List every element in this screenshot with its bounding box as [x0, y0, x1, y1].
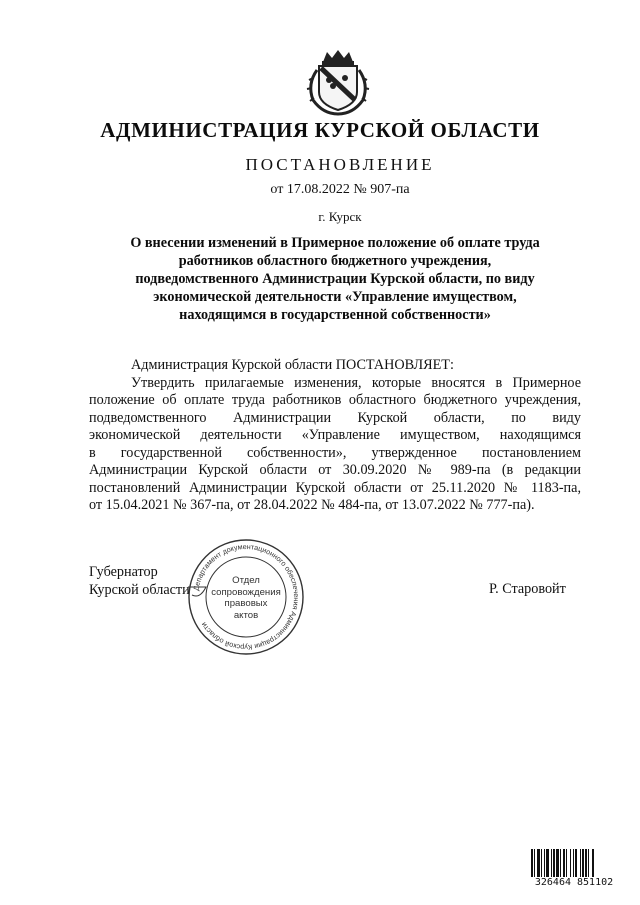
resolution-body — [89, 357, 581, 515]
heading-line: работников областного бюджетного учреждения, — [178, 253, 492, 269]
heading-line: находящимся в государственной собственности» — [179, 307, 491, 323]
document-type: ПОСТАНОВЛЕНИЕ — [245, 155, 435, 174]
document-number: от 17.08.2022 № 907-па — [270, 182, 410, 197]
stamp-line: актов — [233, 609, 259, 621]
document-city: г. Курск — [318, 209, 362, 224]
resolution-heading — [90, 234, 580, 324]
stamp-line: Отдел — [232, 575, 260, 586]
coat-of-arms-icon — [305, 48, 371, 118]
body-line: Администрация Курской области ПОСТАНОВЛЯЕТ: — [131, 357, 454, 373]
stamp-line: сопровождения — [211, 586, 281, 598]
heading-line: подведомственного Администрации Курской области, по виду — [135, 271, 535, 287]
signatory-name: Р. Старовойт — [489, 581, 566, 597]
stamp-center-text — [198, 575, 294, 621]
body-line: Утвердить прилагаемые изменения, которые вносятся в Примерное — [131, 374, 581, 391]
body-line: положение об оплате труда работников областного бюджетного учреждения, — [89, 392, 581, 408]
body-line: экономической деятельности «Управление имуществом, находящимся — [89, 427, 581, 443]
barcode-number: 326464 851102 — [534, 877, 614, 888]
body-line: Администрации Курской области от 30.09.2020 № 989-па (в редакции — [89, 462, 581, 478]
body-line: от 15.04.2021 № 367-па, от 28.04.2022 № 484-па, от 13.07.2022 № 777-па). — [89, 497, 535, 513]
signatory-title — [89, 563, 190, 599]
heading-line: О внесении изменений в Примерное положение об оплате труда — [130, 235, 540, 251]
agency-title: АДМИНИСТРАЦИЯ КУРСКОЙ ОБЛАСТИ — [100, 118, 540, 142]
stamp-line: правовых — [224, 598, 268, 609]
heading-line: экономической деятельности «Управление имуществом, — [153, 289, 517, 305]
body-line: в государственной собственности», утвержденное постановлением — [89, 444, 581, 461]
barcode-icon — [531, 849, 617, 877]
stamp-ring-text: Департамент документационного обеспечения Администрации Курской области — [191, 541, 302, 653]
body-line: подведомственного Администрации Курской области, по виду — [89, 409, 581, 426]
signatory-title-line: Губернатор — [89, 564, 158, 580]
body-line: постановлений Администрации Курской области от 25.11.2020 № 1183-па, — [89, 479, 581, 496]
signatory-title-line: Курской области — [89, 582, 190, 598]
